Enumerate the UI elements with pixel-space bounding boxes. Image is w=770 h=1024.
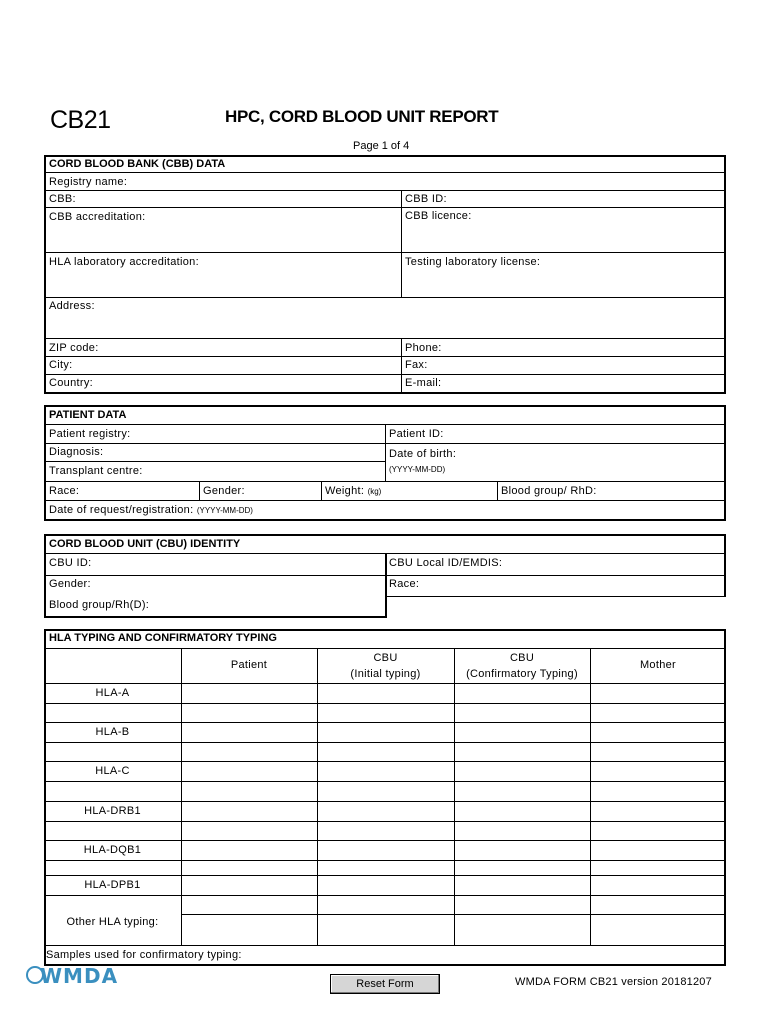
registry-name-field[interactable]: Registry name: — [49, 176, 128, 188]
col-cbu-confirm-header-1: CBU — [509, 652, 535, 664]
diagnosis-field[interactable]: Diagnosis: — [49, 446, 104, 458]
blood-group-field[interactable]: Blood group/ RhD: — [501, 485, 597, 497]
locus-hla-c: HLA-C — [95, 765, 130, 777]
fax-field[interactable]: Fax: — [405, 359, 428, 371]
cbu-race-field[interactable]: Race: — [389, 578, 420, 590]
cbu-local-id-field[interactable]: CBU Local ID/EMDIS: — [389, 557, 503, 569]
locus-hla-drb1: HLA-DRB1 — [84, 805, 141, 817]
gender-field[interactable]: Gender: — [203, 485, 245, 497]
request-date-format-hint: (YYYY-MM-DD) — [196, 506, 253, 515]
city-field[interactable]: City: — [49, 359, 73, 371]
locus-hla-a: HLA-A — [95, 687, 130, 699]
cbu-gender-field[interactable]: Gender: — [49, 578, 91, 590]
col-cbu-initial-header-2: (Initial typing) — [350, 668, 421, 680]
request-date-field[interactable]: Date of request/registration: (YYYY-MM-DD) — [49, 504, 253, 516]
hla-lab-accreditation-field[interactable]: HLA laboratory accreditation: — [49, 256, 199, 268]
weight-unit: (kg) — [367, 487, 382, 496]
col-patient-header: Patient — [230, 659, 268, 671]
cbb-section-title: CORD BLOOD BANK (CBB) DATA — [49, 158, 226, 170]
cbb-accreditation-field[interactable]: CBB accreditation: — [49, 211, 146, 223]
cbu-id-field[interactable]: CBU ID: — [49, 557, 92, 569]
zip-code-field[interactable]: ZIP code: — [49, 342, 99, 354]
cbb-id-field[interactable]: CBB ID: — [405, 193, 447, 205]
samples-confirmatory-field[interactable]: Samples used for confirmatory typing: — [46, 949, 242, 961]
cbb-licence-field[interactable]: CBB licence: — [405, 210, 472, 222]
email-field[interactable]: E-mail: — [405, 377, 442, 389]
weight-field[interactable]: Weight: (kg) — [325, 485, 382, 497]
phone-field[interactable]: Phone: — [405, 342, 442, 354]
reset-form-button[interactable]: Reset Form — [330, 974, 440, 994]
cbb-field[interactable]: CBB: — [49, 193, 76, 205]
address-field[interactable]: Address: — [49, 300, 95, 312]
form-version-text: WMDA FORM CB21 version 20181207 — [515, 976, 712, 988]
hla-section-title: HLA TYPING AND CONFIRMATORY TYPING — [49, 632, 277, 644]
dob-format-hint: (YYYY-MM-DD) — [389, 465, 446, 474]
testing-lab-license-field[interactable]: Testing laboratory license: — [405, 256, 541, 268]
locus-hla-dpb1: HLA-DPB1 — [84, 879, 141, 891]
cbu-blood-group-field[interactable]: Blood group/Rh(D): — [49, 599, 150, 611]
form-code: CB21 — [50, 106, 111, 134]
col-cbu-initial-header-1: CBU — [373, 652, 398, 664]
locus-hla-dqb1: HLA-DQB1 — [83, 844, 142, 856]
country-field[interactable]: Country: — [49, 377, 93, 389]
wmda-logo: WMDA — [26, 964, 118, 988]
date-of-birth-field[interactable]: Date of birth: — [389, 448, 457, 460]
cbu-section-title: CORD BLOOD UNIT (CBU) IDENTITY — [49, 538, 241, 550]
col-cbu-confirm-header-2: (Confirmatory Typing) — [466, 668, 578, 680]
page-title: HPC, CORD BLOOD UNIT REPORT — [225, 107, 499, 126]
patient-registry-field[interactable]: Patient registry: — [49, 428, 131, 440]
transplant-centre-field[interactable]: Transplant centre: — [49, 465, 143, 477]
locus-hla-b: HLA-B — [95, 726, 130, 738]
patient-id-field[interactable]: Patient ID: — [389, 428, 444, 440]
other-hla-typing-label: Other HLA typing: — [66, 916, 159, 928]
patient-section-title: PATIENT DATA — [49, 409, 127, 421]
col-mother-header: Mother — [639, 659, 677, 671]
page-number: Page 1 of 4 — [353, 140, 410, 152]
race-field[interactable]: Race: — [49, 485, 80, 497]
